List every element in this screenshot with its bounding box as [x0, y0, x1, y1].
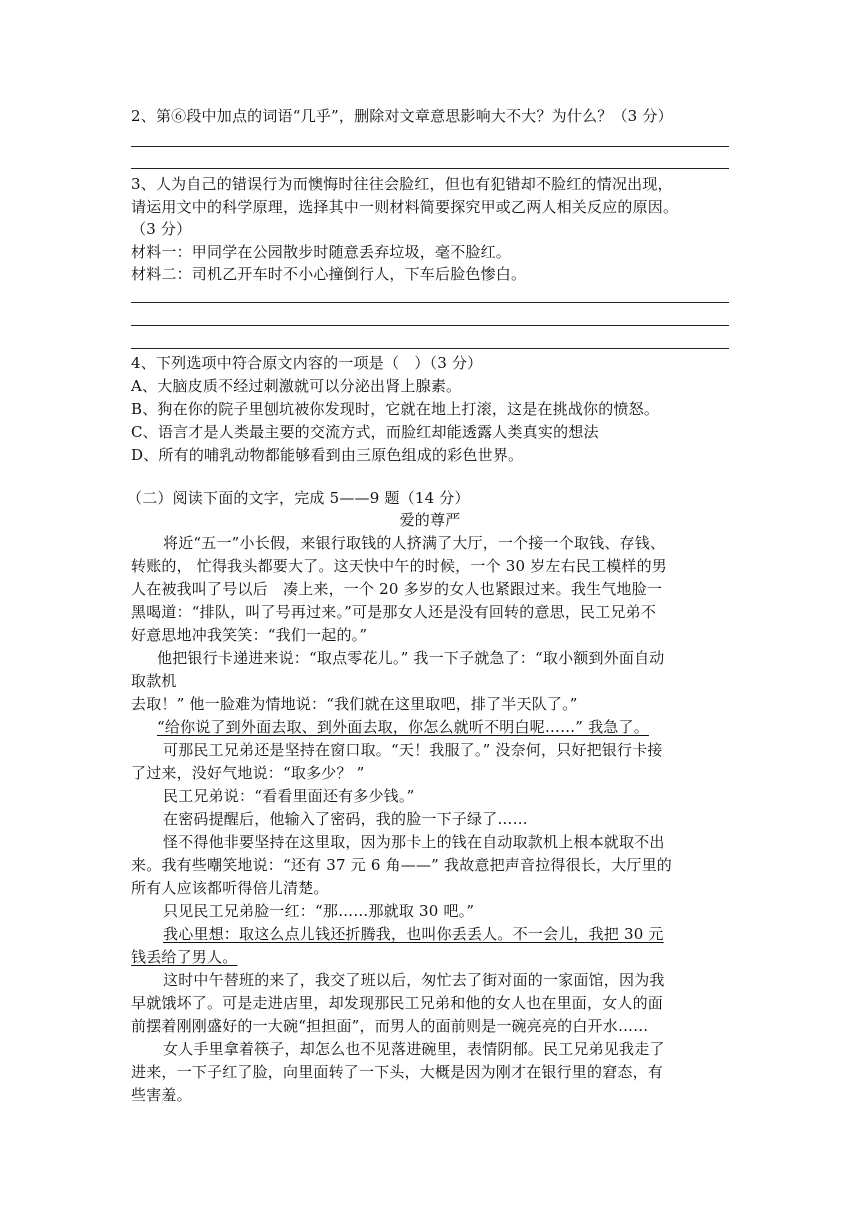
material-1: 材料一：甲同学在公园散步时随意丢弃垃圾，毫不脸红。	[131, 243, 512, 261]
underlined-sentence: 我心里想：取这么点儿钱还折腾我，也叫你丢丢人。不一会儿，我把 30 元	[163, 925, 664, 943]
passage-line: 女人手里拿着筷子，却怎么也不见落进碗里，表情阴郁。民工兄弟见我走了	[163, 1040, 665, 1058]
passage-line: 去取！” 他一脸难为情地说：“我们就在这里取吧，排了半天队了。”	[131, 695, 578, 713]
option-c: C、语言才是人类最主要的交流方式，而脸红却能透露人类真实的想法	[131, 423, 599, 441]
passage-line: 这时中午替班的来了，我交了班以后，匆忙去了街对面的一家面馆，因为我	[163, 971, 665, 989]
passage-line: 所有人应该都听得倍儿清楚。	[131, 879, 329, 897]
question-3-line: 3、人为自己的错误行为而懊悔时往往会脸红，但也有犯错却不脸红的情况出现，	[131, 175, 673, 193]
passage-line: 来。我有些嘲笑地说：“还有 37 元 6 角——” 我故意把声音拉得很长，大厅里的	[131, 856, 673, 874]
answer-line	[131, 348, 729, 349]
section-heading: （二）阅读下面的文字，完成 5——9 题（14 分）	[127, 489, 470, 507]
material-2: 材料二：司机乙开车时不小心撞倒行人，下车后脸色惨白。	[131, 265, 527, 283]
answer-line	[131, 325, 729, 326]
option-b: B、狗在你的院子里刨坑被你发现时，它就在地上打滚，这是在挑战你的愤怒。	[131, 400, 660, 418]
question-4-stem: 4、下列选项中符合原文内容的一项是（ ）（3 分）	[131, 354, 483, 372]
passage-line: 人在被我叫了号以后 凑上来，一个 20 多岁的女人也紧跟过来。我生气地脸一	[131, 580, 663, 598]
answer-line	[131, 168, 729, 169]
passage-line: 只见民工兄弟脸一红：“那……那就取 30 吧。”	[163, 902, 475, 920]
option-d: D、所有的哺乳动物都能够看到由三原色组成的彩色世界。	[131, 446, 524, 464]
underlined-sentence: 钱丢给了男人。	[131, 948, 238, 966]
underlined-sentence: “给你说了到外面去取、到外面去取，你怎么就听不明白呢……” 我急了。	[157, 718, 649, 736]
option-a: A、大脑皮质不经过刺激就可以分泌出肾上腺素。	[131, 377, 462, 395]
passage-line: 怪不得他非要坚持在这里取，因为那卡上的钱在自动取款机上根本就取不出	[163, 833, 665, 851]
passage-line: 取款机	[131, 672, 177, 690]
passage-line: 早就饿坏了。可是走进店里，却发现那民工兄弟和他的女人也在里面，女人的面	[131, 994, 664, 1012]
passage-line: 民工兄弟说：“看看里面还有多少钱。”	[163, 787, 415, 805]
passage-line: 可那民工兄弟还是坚持在窗口取。“天！我服了。” 没奈何，只好把银行卡接	[163, 741, 663, 759]
passage-line: 他把银行卡递进来说：“取点零花儿。” 我一下子就急了：“取小额到外面自动	[157, 649, 665, 667]
passage-line: 转账的， 忙得我头都要大了。这天快中午的时候，一个 30 岁左右民工模样的男	[131, 557, 667, 575]
passage-line: 在密码提醒后，他输入了密码，我的脸一下子绿了……	[163, 810, 528, 828]
passage-line: 黑喝道：“排队，叫了号再过来。”可是那女人还是没有回转的意思，民工兄弟不	[131, 603, 657, 621]
passage-line: 了过来，没好气地说：“取多少？ ”	[131, 764, 365, 782]
passage-line: 进来，一下子红了脸，向里面转了一下头，大概是因为刚才在银行里的窘态，有	[131, 1063, 664, 1081]
question-3-line: 请运用文中的科学原理，选择其中一则材料简要探究甲或乙两人相关反应的原因。	[131, 198, 679, 216]
passage-line: 前摆着刚刚盛好的一大碗“担担面”，而男人的面前则是一碗亮亮的白开水……	[131, 1017, 649, 1035]
passage-line: 好意思地冲我笑笑：“我们一起的。”	[131, 626, 368, 644]
passage-line: 些害羞。	[131, 1086, 192, 1104]
question-3-line: （3 分）	[131, 220, 192, 238]
question-2: 2、第⑥段中加点的词语“几乎”，删除对文章意思影响大不大？为什么？（3 分）	[131, 107, 673, 125]
passage-line: 将近“五一”小长假，来银行取钱的人挤满了大厅，一个接一个取钱、存钱、	[163, 534, 666, 552]
answer-line	[131, 302, 729, 303]
answer-line	[131, 146, 729, 147]
passage-title: 爱的尊严	[399, 511, 461, 529]
